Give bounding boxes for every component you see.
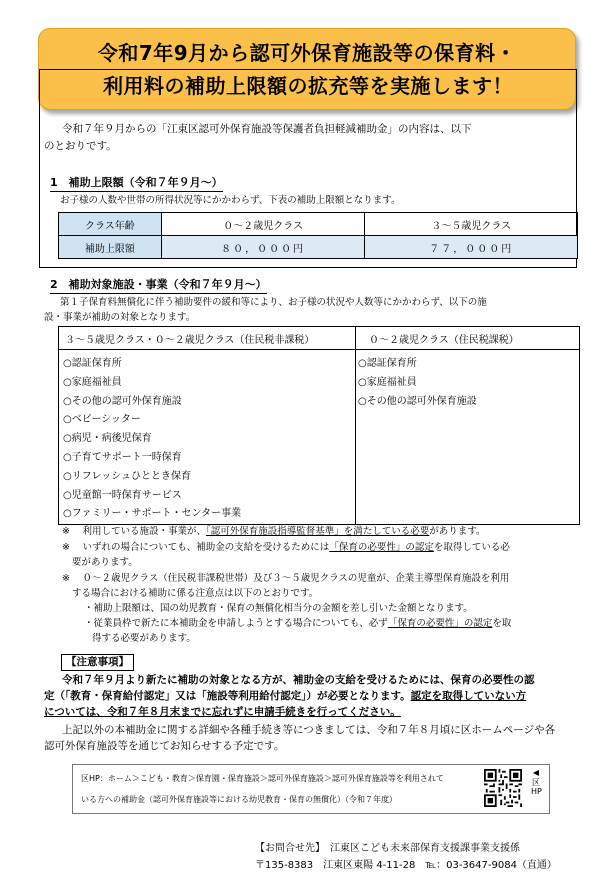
table-cell: 補助上限額	[59, 236, 162, 259]
title-banner	[38, 28, 576, 110]
list-item: ○認証保育所	[358, 358, 417, 369]
notice-text: 定（「教育・保育給付認定」又は「施設等利用給付認定」）が必要となります。	[44, 690, 411, 702]
reference-line-1: 区HP：ホーム＞こども・教育＞保育園・保育施設＞認可外保育施設＞認可外保育施設等を利用されて	[81, 774, 444, 783]
note-3-bullet-1: ・補助上限額は、国の幼児教育・保育の無償化相当分の金額を差し引いた金額となります。	[84, 603, 473, 614]
note-text: ０～２歳児クラス（住民税非課税世帯）及び３～５歳児クラスの児童が、企業主導型保育施設を利用	[82, 573, 510, 584]
note-text: いずれの場合についても、補助金の支給を受けるためには	[82, 542, 330, 553]
note-2-cont: 要があります。	[72, 557, 138, 568]
contact-line-1: 【お問合せ先】 江東区こども未来部保育支援課事業支援係	[255, 843, 520, 854]
column-divider	[355, 327, 356, 524]
section1-note: お子様の人数や世帯の所得状況等にかかわらず、下表の補助上限額となります。	[60, 195, 401, 206]
note-mark: ※	[62, 573, 70, 584]
table-row	[59, 236, 578, 259]
note-text: を取	[492, 618, 512, 629]
table-cell: ３～５歳児クラス	[365, 213, 578, 236]
note-3-bullet-2	[84, 616, 511, 631]
info-line-1: 上記以外の本補助金に関する詳細や各種手続き等につきましては、令和７年８月頃に区ホームページや各	[62, 724, 556, 736]
list-item: ○その他の認可外保育施設	[358, 395, 477, 407]
right-column-header: ０～２歳児クラス（住民税課税）	[369, 335, 519, 346]
left-column-header: ３～５歳児クラス・０～２歳児クラス（住民税非課税）	[65, 335, 315, 346]
list-item: ○児童館一時保育サービス	[63, 489, 182, 501]
eligible-facilities-table	[58, 326, 580, 525]
intro-line-1: 令和７年９月からの「江東区認可外保育施設等保護者負担軽減補助金」の内容は、以下	[62, 123, 472, 135]
title-line-2: 利用料の補助上限額の拡充等を実施します！	[39, 69, 577, 268]
note-1	[62, 524, 486, 539]
notice-label: 【注意事項】	[61, 654, 134, 671]
qr-code-icon[interactable]	[484, 769, 522, 807]
note-mark: ※	[62, 526, 70, 537]
notice-underlined-text: 認定を取得していない方	[410, 690, 527, 702]
list-item: ○家庭福祉員	[63, 376, 122, 388]
list-item: ○リフレッシュひととき保育	[63, 470, 192, 482]
notice-line-3: については、令和７年８月末までに忘れずに申請手続きを行ってください。	[44, 706, 401, 718]
subsidy-limit-table	[58, 212, 578, 259]
table-cell: ７７，０００円	[365, 236, 578, 259]
right-facility-list	[358, 355, 477, 411]
table-cell: ８０，０００円	[161, 236, 365, 259]
table-cell: クラス年齢	[59, 213, 162, 236]
section2-desc-line-2: 設・事業が補助の対象となります。	[44, 312, 196, 323]
note-3-bullet-2-cont: 得する必要があります。	[92, 633, 196, 644]
note-underlined-text: 「保育の必要性」の認定	[387, 618, 493, 629]
intro-line-2: のとおりです。	[44, 140, 117, 152]
notice-line-2	[44, 688, 526, 705]
table-header-row	[59, 213, 578, 236]
qr-code-label: ◀区HP	[531, 768, 542, 796]
list-item: ○その他の認可外保育施設	[63, 395, 182, 407]
section2-desc-line-1: 第１子保育料無償化に伴う補助要件の緩和等により、お子様の状況や人数等にかかわらず、以下の施	[60, 297, 487, 308]
note-text: があります。	[429, 526, 486, 537]
table-cell: ０～２歳児クラス	[161, 213, 365, 236]
note-3	[62, 571, 509, 586]
left-facility-list	[63, 355, 241, 524]
note-text: ・従業員枠で新たに本補助金を申請しようとする場合についても、必ず	[84, 618, 388, 629]
note-underlined-text: 「認可外保育施設指導監督基準」を満たしている必要	[206, 526, 430, 537]
list-item: ○認証保育所	[63, 358, 122, 369]
homepage-reference-box	[72, 764, 550, 814]
title-line-1: 令和7年9月から認可外保育施設等の保育料・	[97, 41, 517, 65]
list-item: ○ベビーシッター	[63, 414, 141, 426]
section2-heading: 2 補助対象施設・事業（令和７年９月～）	[50, 276, 267, 294]
list-item: ○病児・病後児保育	[63, 433, 152, 445]
list-item: ○ファミリー・サポート・センター事業	[63, 508, 242, 520]
note-2	[62, 540, 510, 555]
list-item: ○家庭福祉員	[358, 376, 417, 388]
list-item: ○子育てサポート一時保育	[63, 451, 182, 463]
note-mark: ※	[62, 542, 70, 553]
contact-line-2: 〒135-8383 江東区東陽 4-11-28 ℡：03-3647-9084（直通）	[255, 860, 557, 871]
reference-line-2: いる方への補助金（認可外保育施設等における幼児教育・保育の無償化）（令和７年度）	[81, 795, 397, 804]
note-underlined-text: 「保育の必要性」の認定	[329, 542, 434, 553]
section1-heading: 1 補助上限額（令和７年９月～）	[50, 174, 223, 192]
info-line-2: 認可外保育施設等を通じてお知らせする予定です。	[44, 740, 285, 752]
notice-line-1: 令和７年９月より新たに補助の対象となる方が、補助金の支給を受けるためには、保育の必要性の認	[62, 674, 535, 686]
note-text: を取得している必	[433, 542, 510, 553]
note-3-cont: する場合における補助に係る注意点は以下のとおりです。	[72, 588, 319, 599]
note-text: 利用している施設・事業が、	[82, 526, 207, 537]
